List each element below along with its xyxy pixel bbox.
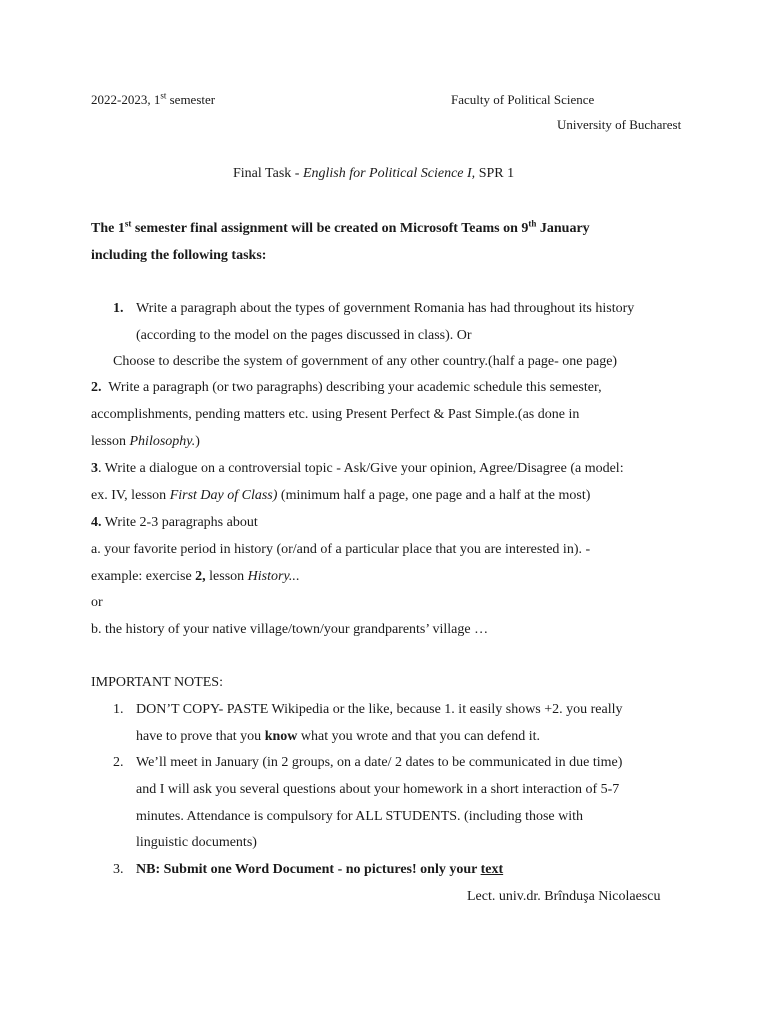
task-4-option-a-line-1: a. your favorite period in history (or/and of a particular place that you are interested in). -: [91, 542, 591, 557]
note-3-text: NB: Submit one Word Document - no pictures! only your text: [136, 862, 504, 877]
task-4-number: 4.: [91, 515, 102, 530]
note-1-number: 1.: [113, 702, 124, 717]
task-2-line-2: accomplishments, pending matters etc. using Present Perfect & Past Simple.(as done in: [91, 407, 580, 422]
note-2-number: 2.: [113, 755, 124, 770]
document-title: Final Task - English for Political Science I, SPR 1: [233, 166, 515, 181]
academic-year: 2022-2023, 1st semester: [91, 90, 216, 107]
task-3-number: 3: [91, 461, 98, 476]
faculty-name: Faculty of Political Science: [451, 92, 595, 107]
task-2-line-3: lesson Philosophy.): [91, 434, 200, 449]
task-1-line-2: (according to the model on the pages discussed in class). Or: [136, 328, 472, 343]
task-2-number: 2.: [91, 380, 102, 395]
signature: Lect. univ.dr. Brînduşa Nicolaescu: [467, 889, 661, 904]
intro-line-2: including the following tasks:: [91, 248, 267, 263]
intro-line-1: The 1st semester final assignment will be created on Microsoft Teams on 9th January: [91, 218, 590, 236]
notes-heading: IMPORTANT NOTES:: [91, 675, 223, 690]
note-1-line-2: have to prove that you know what you wrote and that you can defend it.: [136, 729, 540, 744]
task-2-line-1: 2. Write a paragraph (or two paragraphs) describing your academic schedule this semester,: [91, 380, 602, 395]
task-3-line-1: 3. Write a dialogue on a controversial topic - Ask/Give your opinion, Agree/Disagree (a model:: [91, 461, 624, 476]
task-1-number: 1.: [113, 301, 124, 316]
task-1-line-3: Choose to describe the system of government of any other country.(half a page- one page): [113, 354, 618, 369]
note-2-line-1: We’ll meet in January (in 2 groups, on a date/ 2 dates to be communicated in due time): [136, 755, 623, 770]
note-2-line-4: linguistic documents): [136, 835, 257, 850]
note-2-line-3: minutes. Attendance is compulsory for ALL STUDENTS. (including those with: [136, 809, 584, 824]
task-4-line-1: 4. Write 2-3 paragraphs about: [91, 515, 258, 530]
task-3-line-2: ex. IV, lesson First Day of Class) (minimum half a page, one page and a half at the most): [91, 488, 591, 503]
university-name: University of Bucharest: [557, 117, 682, 132]
note-1-line-1: DON’T COPY- PASTE Wikipedia or the like, because 1. it easily shows +2. you really: [136, 702, 623, 717]
task-1-line-1: Write a paragraph about the types of government Romania has had throughout its history: [136, 301, 635, 316]
note-3-number: 3.: [113, 862, 124, 877]
task-4-or: or: [91, 595, 103, 610]
task-4-option-b: b. the history of your native village/town/your grandparents’ village …: [91, 622, 489, 637]
task-4-option-a-line-2: example: exercise 2, lesson History...: [91, 569, 300, 584]
note-2-line-2: and I will ask you several questions about your homework in a short interaction of 5-7: [136, 782, 620, 797]
